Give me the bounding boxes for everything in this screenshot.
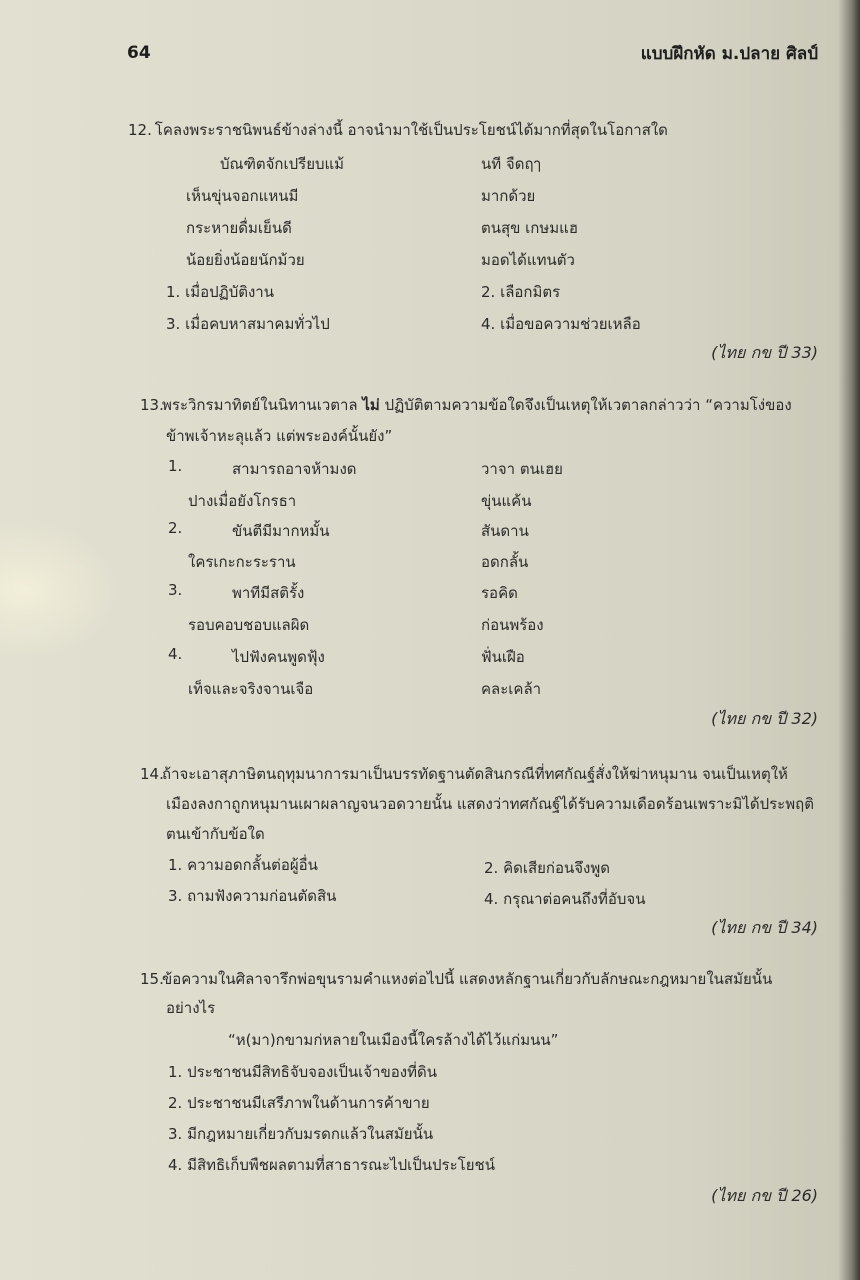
answer-choice[interactable]: 3. ถามฟังความก่อนตัดสิน	[168, 887, 337, 905]
poem-line: ไปฟังคนพูดฟุ้ง	[232, 648, 325, 666]
emphasis-not: ไม่	[362, 396, 380, 414]
poem-line: กระหายดื่มเย็นดี	[186, 219, 292, 237]
question-12-stem	[128, 118, 668, 142]
question-text: โคลงพระราชนิพนธ์ข้างล่างนี้ อาจนำมาใช้เป็นประโยชน์ได้มากที่สุดในโอกาสใด	[154, 121, 668, 139]
page-number: 64	[127, 43, 151, 63]
poem-line: บัณฑิตจักเปรียบแม้	[220, 155, 345, 173]
question-13-stem-line-2: ข้าพเจ้าหะลุแล้ว แต่พระองค์นั้นยัง”	[166, 427, 393, 445]
question-number: 14.	[140, 765, 164, 783]
question-15-stem-line-1	[140, 967, 772, 991]
poem-line: รอบคอบชอบแลผิด	[188, 616, 310, 634]
poem-line: ก่อนพร้อง	[481, 616, 544, 634]
poem-line: เห็นขุ่นจอกแหนมี	[186, 187, 299, 205]
poem-line: ตนสุข เกษมแฮ	[481, 219, 578, 237]
question-text: ปฏิบัติตามความข้อใดจึงเป็นเหตุให้เวตาลกล่าวว่า “ความโง่ของ	[379, 396, 792, 414]
question-number: 12.	[128, 121, 152, 139]
inscription-quote: “ห(มา)กขามก่หลายในเมืองนี้ใครล้างได้ไว้แก่มนน”	[228, 1031, 559, 1049]
question-14-stem-line-1	[140, 762, 788, 786]
source-reference: (ไทย กข ปี 34)	[711, 918, 818, 937]
page-edge-shadow	[838, 0, 860, 1280]
answer-choice[interactable]: 2. เลือกมิตร	[481, 283, 561, 301]
poem-line: น้อยยิ่งน้อยนักม้วย	[186, 251, 305, 269]
poem-line: เท็จและจริงจานเจือ	[188, 680, 314, 698]
answer-choice[interactable]: 2. ประชาชนมีเสรีภาพในด้านการค้าขาย	[168, 1094, 430, 1112]
answer-choice[interactable]: 1. ประชาชนมีสิทธิจับจองเป็นเจ้าของที่ดิน	[168, 1063, 437, 1081]
question-text: ถ้าจะเอาสุภาษิตนฤทุมนาการมาเป็นบรรทัดฐานตัดสินกรณีที่ทศกัณฐ์สั่งให้ฆ่าหนุมาน จนเป็นเหตุให้	[162, 765, 788, 783]
question-15-stem-line-2: อย่างไร	[166, 999, 216, 1017]
answer-choice[interactable]: 2. คิดเสียก่อนจึงพูด	[484, 859, 611, 877]
poem-line: คละเคล้า	[481, 680, 542, 698]
poem-line: วาจา ตนเฮย	[481, 460, 563, 478]
answer-choice[interactable]: 3. มีกฎหมายเกี่ยวกับมรดกแล้วในสมัยนั้น	[168, 1125, 434, 1143]
poem-line: ปางเมื่อยังโกรธา	[188, 492, 297, 510]
book-title: แบบฝึกหัด ม.ปลาย ศิลป์	[640, 44, 818, 64]
source-reference: (ไทย กข ปี 33)	[711, 343, 818, 362]
answer-choice[interactable]: 1. เมื่อปฏิบัติงาน	[166, 283, 274, 301]
source-reference: (ไทย กข ปี 26)	[711, 1186, 818, 1205]
question-number: 15.	[140, 970, 164, 988]
answer-choice[interactable]: 4. กรุณาต่อคนถึงที่อับจน	[484, 890, 646, 908]
choice-number[interactable]: 4.	[168, 645, 183, 663]
light-glare	[0, 520, 120, 660]
question-14-stem-line-2: เมืองลงกาถูกหนุมานเผาผลาญจนวอดวายนั้น แสดงว่าทศกัณฐ์ได้รับความเดือดร้อนเพราะมิได้ประพฤติ	[166, 795, 814, 813]
question-13-stem-line-1	[140, 393, 792, 417]
poem-line: มากด้วย	[481, 187, 536, 205]
poem-line: สามารถอาจห้ามงด	[232, 460, 357, 478]
poem-line: ขันตีมีมากหมั้น	[232, 522, 330, 540]
answer-choice[interactable]: 4. เมื่อขอความช่วยเหลือ	[481, 315, 641, 333]
question-text: ข้อความในศิลาจารึกพ่อขุนรามคำแหงต่อไปนี้ แสดงหลักฐานเกี่ยวกับลักษณะกฎหมายในสมัยนั้น	[162, 970, 773, 988]
choice-number[interactable]: 3.	[168, 581, 183, 599]
poem-line: อดกลั้น	[481, 553, 529, 571]
poem-line: มอดได้แทนตัว	[481, 251, 575, 269]
question-number: 13.	[140, 396, 164, 414]
poem-line: ฟั่นเฝือ	[481, 648, 525, 666]
poem-line: สันดาน	[481, 522, 529, 540]
choice-number[interactable]: 2.	[168, 519, 183, 537]
answer-choice[interactable]: 3. เมื่อคบหาสมาคมทั่วไป	[166, 315, 330, 333]
poem-line: พาทีมีสติรั้ง	[232, 584, 305, 602]
choice-number[interactable]: 1.	[168, 457, 183, 475]
question-14-stem-line-3: ตนเข้ากับข้อใด	[166, 825, 265, 843]
poem-line: รอคิด	[481, 584, 518, 602]
poem-line: ใครเกะกะระราน	[188, 553, 296, 571]
answer-choice[interactable]: 4. มีสิทธิเก็บพืชผลตามที่สาธารณะไปเป็นประโยชน์	[168, 1156, 495, 1174]
question-text: พระวิกรมาทิตย์ในนิทานเวตาล	[162, 396, 363, 414]
poem-line: ขุ่นแค้น	[481, 492, 532, 510]
answer-choice[interactable]: 1. ความอดกลั้นต่อผู้อื่น	[168, 856, 318, 874]
poem-line: นที จืดฤๅ	[481, 155, 541, 173]
source-reference: (ไทย กข ปี 32)	[711, 709, 818, 728]
